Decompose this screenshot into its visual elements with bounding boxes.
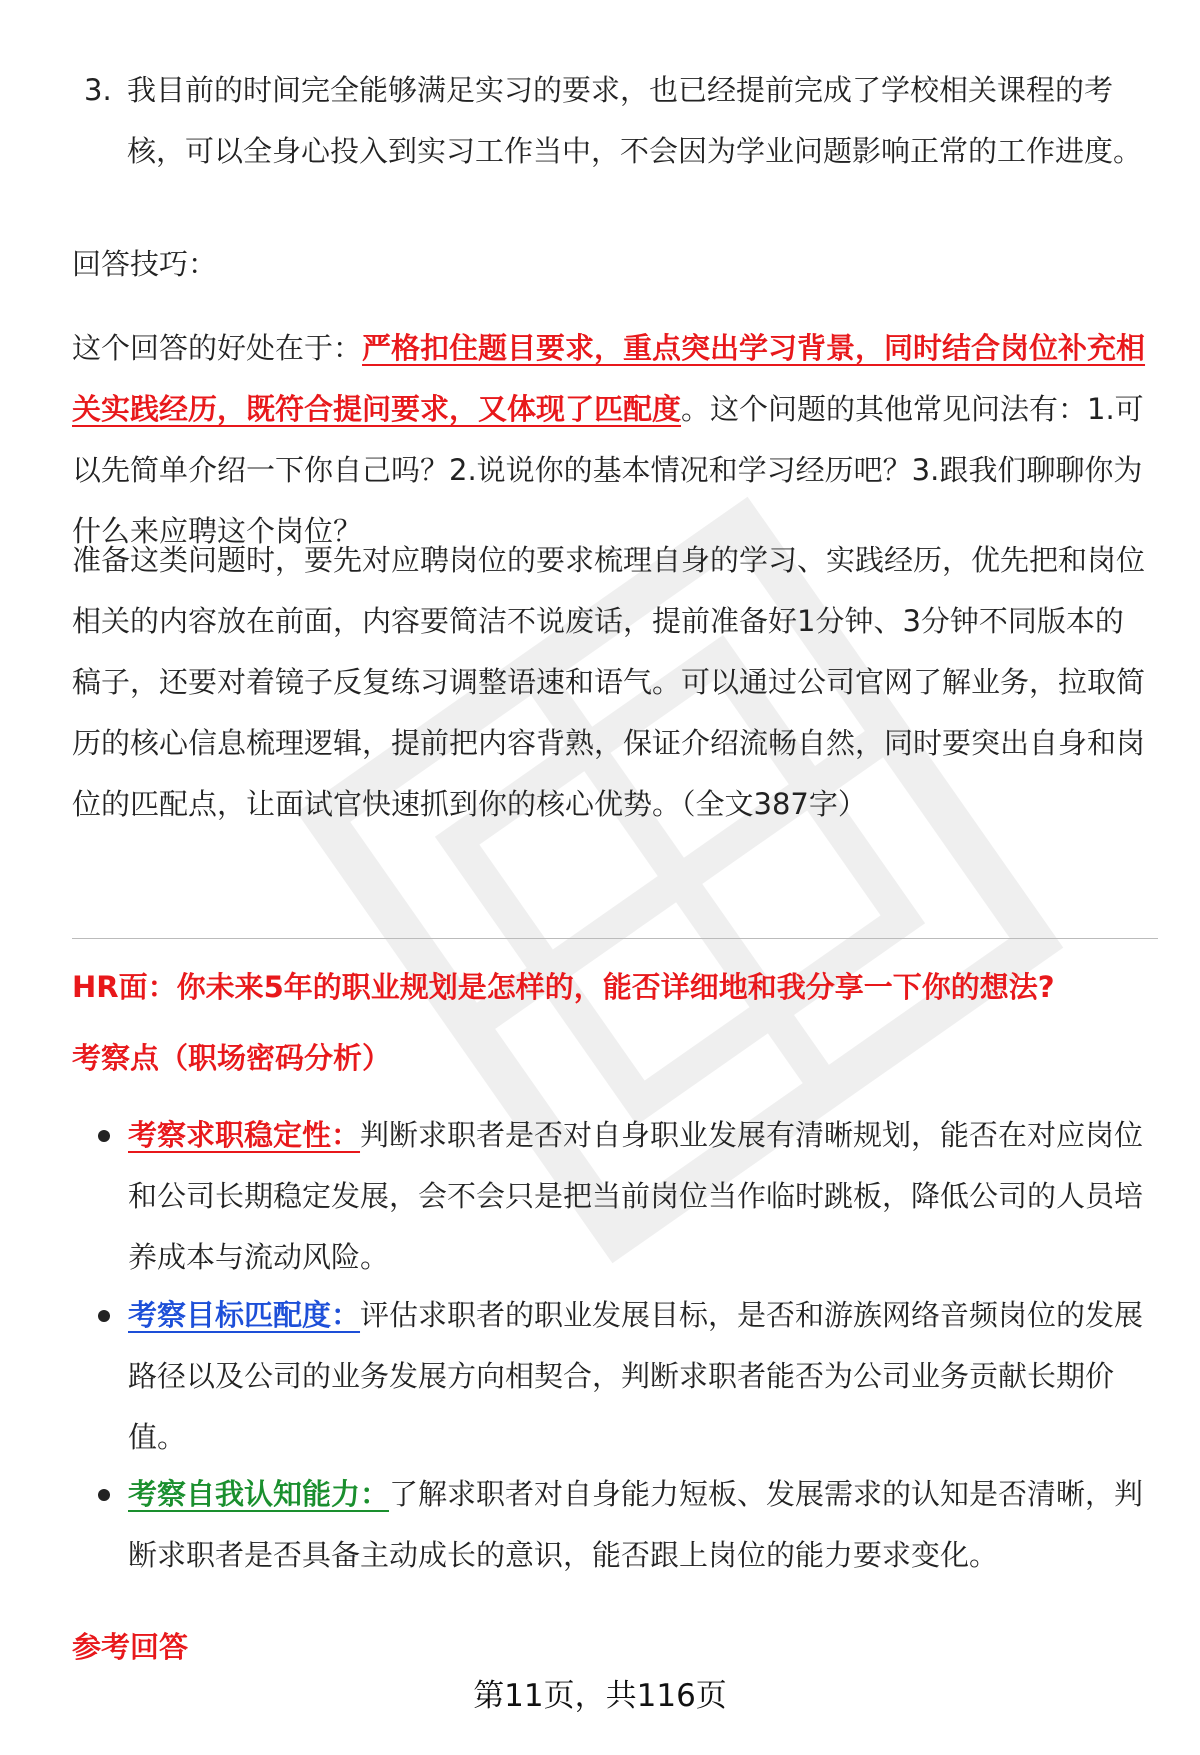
analysis-point bbox=[72, 1464, 1158, 1586]
item-text: 我目前的时间完全能够满足实习的要求，也已经提前完成了学校相关课程的考核，可以全身心投入到实习工作当中，不会因为学业问题影响正常的工作进度。 bbox=[127, 73, 1143, 168]
tips-heading: 回答技巧： bbox=[72, 247, 218, 281]
bullet-dot bbox=[98, 1489, 110, 1501]
bullet-dot bbox=[98, 1130, 110, 1142]
tips-lead: 这个回答的好处在于： bbox=[72, 331, 363, 365]
item-number: 3. bbox=[84, 73, 112, 107]
point-keyword: 考察目标匹配度： bbox=[128, 1298, 361, 1332]
section-divider bbox=[72, 938, 1158, 939]
page-number: 第11页，共116页 bbox=[473, 1678, 727, 1714]
point-keyword: 考察求职稳定性： bbox=[128, 1118, 361, 1152]
tips-rest: 。这个问题的其他常见问法有：1.可以先简单介绍一下你自己吗？2.说说你的基本情况和学习经历吧？3.跟我们聊聊你为什么来应聘这个岗位？ bbox=[72, 392, 1144, 548]
numbered-item-3 bbox=[72, 60, 1152, 182]
analysis-point bbox=[72, 1285, 1158, 1468]
analysis-point bbox=[72, 1105, 1158, 1288]
bullet-dot bbox=[98, 1310, 110, 1322]
analysis-heading: 考察点（职场密码分析） bbox=[72, 1041, 392, 1075]
tips-highlight: 严格扣住题目要求，重点突出学习背景，同时结合岗位补充相关实践经历，既符合提问要求，又体现了匹配度 bbox=[72, 331, 1146, 426]
point-text: 判断求职者是否对自身职业发展有清晰规划，能否在对应岗位和公司长期稳定发展，会不会只是把当前岗位当作临时跳板，降低公司的人员培养成本与流动风险。 bbox=[128, 1118, 1144, 1274]
question-title: HR面：你未来5年的职业规划是怎样的，能否详细地和我分享一下你的想法? bbox=[72, 970, 1055, 1004]
reference-answer-heading: 参考回答 bbox=[72, 1630, 189, 1664]
point-text: 了解求职者对自身能力短板、发展需求的认知是否清晰，判断求职者是否具备主动成长的意识，能否跟上岗位的能力要求变化。 bbox=[128, 1477, 1144, 1572]
tips-paragraph bbox=[72, 318, 1152, 562]
preparation-paragraph: 准备这类问题时，要先对应聘岗位的要求梳理自身的学习、实践经历，优先把和岗位相关的内容放在前面，内容要简洁不说废话，提前准备好1分钟、3分钟不同版本的稿子，还要对着镜子反复练习调整语速和语气。可以通过公司官网了解业务，拉取简历的核心信息梳理逻辑，提前把内容背熟，保证介绍流畅自然，同时要突出自身和岗位的匹配点，让面试官快速抓到你的核心优势。（全文387字） bbox=[72, 543, 1146, 821]
point-text: 评估求职者的职业发展目标，是否和游族网络音频岗位的发展路径以及公司的业务发展方向相契合，判断求职者能否为公司业务贡献长期价值。 bbox=[128, 1298, 1144, 1454]
point-keyword: 考察自我认知能力： bbox=[128, 1477, 390, 1511]
